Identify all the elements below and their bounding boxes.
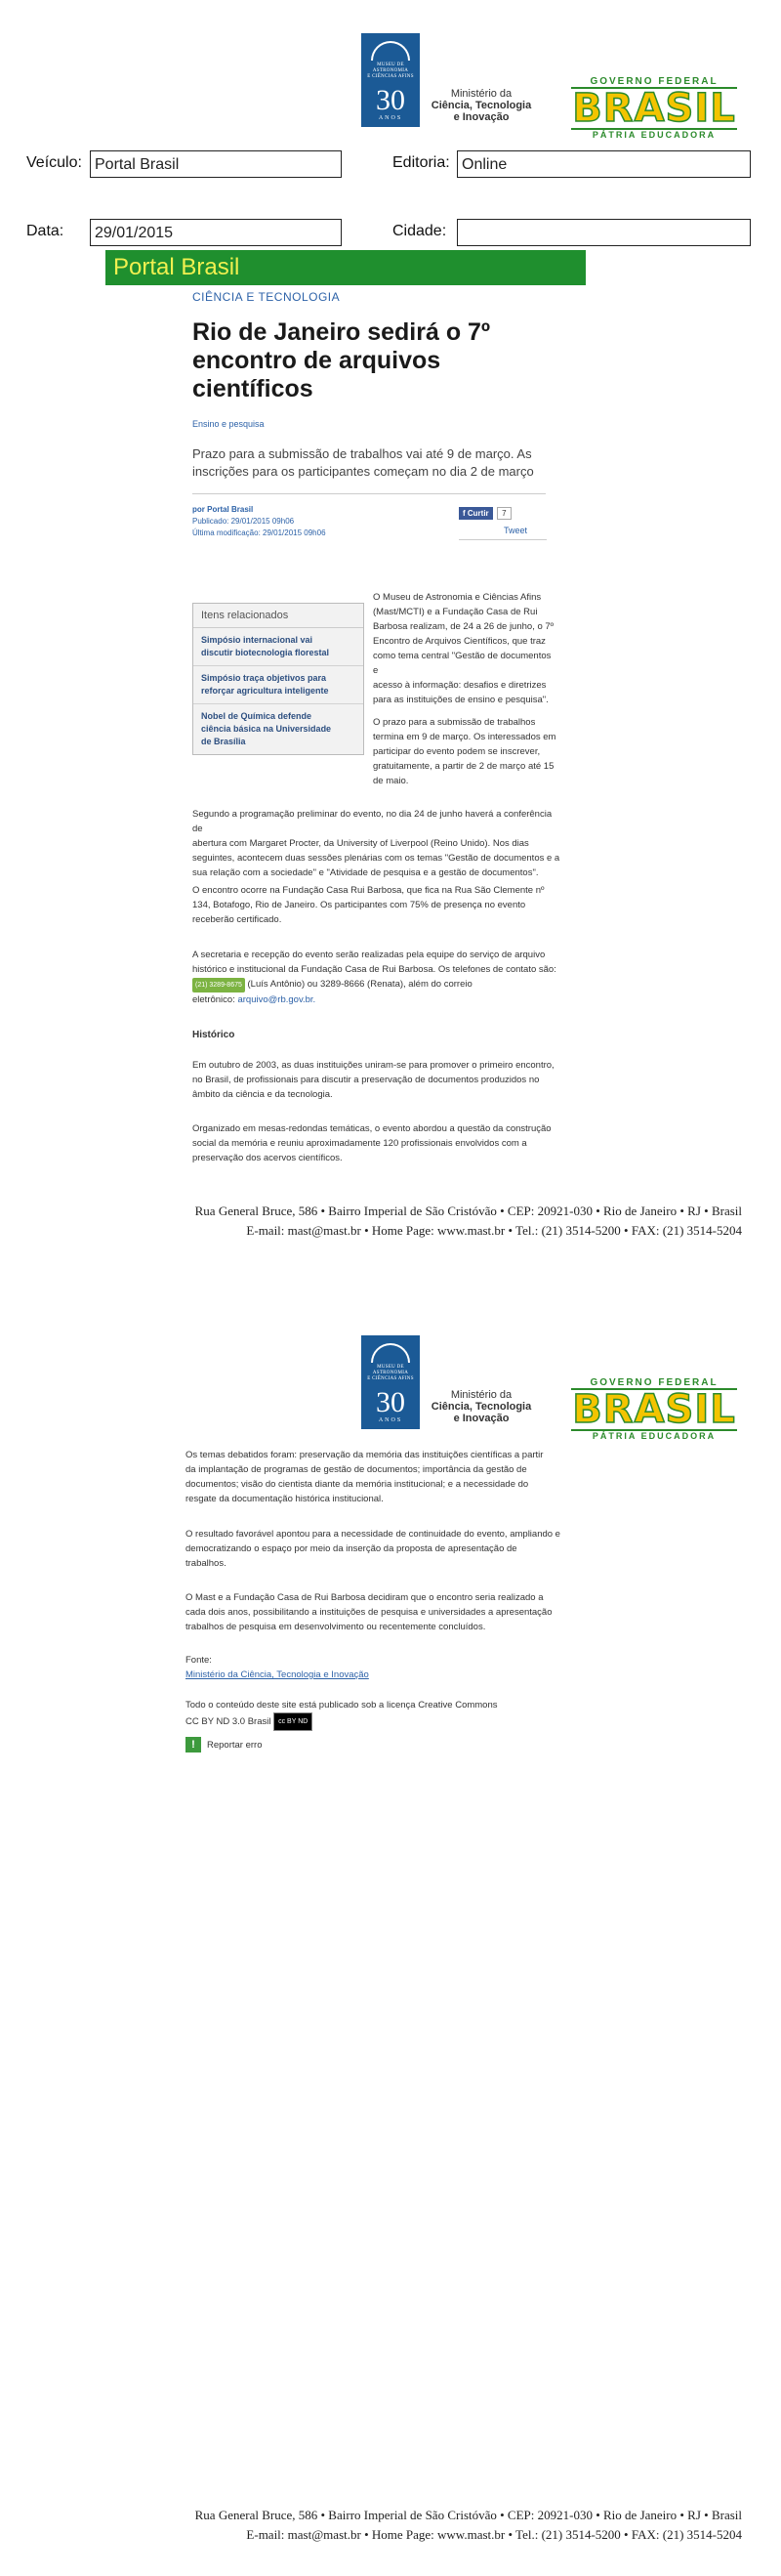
gov-brasil: BRASIL xyxy=(572,86,736,131)
article-title xyxy=(192,318,544,403)
like-count: 7 xyxy=(497,507,511,520)
text-line: no Brasil, de profissionais para discutir a preservação de documentos produzidos no xyxy=(192,1075,540,1085)
text-line: acesso à informação: desafios e diretrizes xyxy=(373,680,547,691)
related-item[interactable] xyxy=(193,666,363,704)
veiculo-label: Veículo: xyxy=(26,154,82,171)
logo-text: ASTRONOMIA xyxy=(372,1371,409,1375)
logo-text: MUSEU DE xyxy=(377,63,404,67)
title-line: encontro de arquivos xyxy=(192,347,441,374)
paragraph-10 xyxy=(185,1590,566,1634)
category-label[interactable]: CIÊNCIA E TECNOLOGIA xyxy=(192,290,341,304)
report-label: Reportar erro xyxy=(207,1739,263,1751)
published-date: Publicado: 29/01/2015 09h06 xyxy=(192,517,295,526)
logo-text: MUSEU DE xyxy=(377,1365,404,1370)
text-line: receberão certificado. xyxy=(192,914,282,925)
text-line: Os temas debatidos foram: preservação da memória das instituições científicas a partir xyxy=(185,1450,544,1460)
data-label: Data: xyxy=(26,223,64,239)
tweet-button[interactable]: Tweet xyxy=(504,526,528,535)
text-line: Em outubro de 2003, as duas instituições uniram-se para promover o primeiro encontro, xyxy=(192,1060,555,1071)
cidade-field[interactable] xyxy=(457,219,751,246)
editoria-label: Editoria: xyxy=(392,154,450,171)
paragraph-7 xyxy=(192,1121,563,1165)
ministerio-logo xyxy=(428,88,535,123)
like-label: Curtir xyxy=(467,509,489,518)
text-line: trabalhos. xyxy=(185,1558,226,1569)
text-line: histórico e institucional da Fundação Casa de Rui Barbosa. Os telefones de contato são: xyxy=(192,964,556,975)
ministerio-logo xyxy=(428,1389,535,1424)
title-line: científicos xyxy=(192,375,313,402)
phone-chip[interactable]: (21) 3289-8675 xyxy=(192,978,245,992)
portal-brasil-banner: Portal Brasil xyxy=(105,250,586,285)
report-error[interactable] xyxy=(185,1737,263,1753)
text-line: abertura com Margaret Procter, da University of Liverpool (Reino Unido). Nos dias xyxy=(192,838,529,849)
related-line: discutir biotecnologia florestal xyxy=(201,648,330,657)
divider xyxy=(192,493,546,494)
historico-title: Histórico xyxy=(192,1030,235,1040)
editoria-field[interactable]: Online xyxy=(457,150,751,178)
title-line: Rio de Janeiro sedirá o 7º xyxy=(192,318,491,346)
cidade-label: Cidade: xyxy=(392,223,447,239)
paragraph-1 xyxy=(373,590,558,707)
footer-contact: E-mail: mast@mast.br • Home Page: www.mast.br • Tel.: (21) 3514-5200 • FAX: (21) 3514-5204 xyxy=(246,1223,742,1238)
ministerio-line: Ministério da xyxy=(450,88,513,100)
text-line: O prazo para a submissão de trabalhos xyxy=(373,717,536,728)
related-line: Simpósio internacional vai xyxy=(201,635,313,645)
phone-tail: (Luís Antônio) ou 3289-8666 (Renata), além do correio xyxy=(244,979,473,990)
related-items-box xyxy=(192,603,364,755)
ministerio-line: Ciência, Tecnologia xyxy=(431,100,532,111)
divider xyxy=(459,539,547,540)
modified-date: Última modificação: 29/01/2015 09h06 xyxy=(192,528,326,537)
tag-link[interactable]: Ensino e pesquisa xyxy=(192,419,265,429)
mast-30-anos-logo xyxy=(361,33,420,127)
text-line: social da memória e reuniu aproximadamente 120 profissionais envolvidos com a xyxy=(192,1138,527,1149)
paragraph-5 xyxy=(192,948,563,1007)
related-line: ciência básica na Universidade xyxy=(201,724,332,734)
text-line: sua relação com a sociedade" e "Atividade de pesquisa e a gestão de documentos". xyxy=(192,867,539,878)
text-line: democratizando o espaço por meio da inserção da proposta de apresentação de xyxy=(185,1543,517,1554)
text-line: A secretaria e recepção do evento serão realizadas pela equipe do serviço de arquivo xyxy=(192,950,546,960)
email-label: eletrônico: xyxy=(192,994,238,1005)
report-icon: ! xyxy=(185,1737,201,1753)
text-line: Barbosa realizam, de 24 a 26 de junho, o 7º xyxy=(373,621,555,632)
logo-number: 30 xyxy=(376,1386,405,1418)
text-line: O Mast e a Fundação Casa de Rui Barbosa decidiram que o encontro seria realizado a xyxy=(185,1592,544,1603)
license-block xyxy=(185,1698,498,1731)
text-line xyxy=(192,992,563,1007)
paragraph-8 xyxy=(185,1448,566,1506)
text-line: documentos; visão do cientista diante da memória institucional; e a necessidade do xyxy=(185,1479,529,1490)
text-line: 134, Botafogo, Rio de Janeiro. Os participantes com 75% de presença no evento xyxy=(192,900,526,910)
text-line: para as instituições de ensino e pesquisa". xyxy=(373,695,549,705)
text-line: (Mast/MCTI) e a Fundação Casa de Rui xyxy=(373,607,538,617)
text-line: cada dois anos, possibilitando a instituições de pesquisa e universidades a apresentação xyxy=(185,1607,553,1618)
facebook-like-button[interactable]: f Curtir xyxy=(459,507,493,520)
gov-bottom: PÁTRIA EDUCADORA xyxy=(571,128,737,140)
logo-anos: ANOS xyxy=(378,115,403,121)
related-line: reforçar agricultura inteligente xyxy=(201,686,329,696)
gov-top: GOVERNO FEDERAL xyxy=(571,1377,737,1390)
related-title: Itens relacionados xyxy=(193,604,363,628)
related-line: de Brasília xyxy=(201,737,246,746)
fonte-link[interactable]: Ministério da Ciência, Tecnologia e Inovação xyxy=(185,1669,369,1680)
ministerio-line: e Inovação xyxy=(453,1413,510,1424)
paragraph-9 xyxy=(185,1527,566,1571)
text-line: gratuitamente, a partir de 2 de março até 15 xyxy=(373,761,555,772)
footer-address: Rua General Bruce, 586 • Bairro Imperial de São Cristóvão • CEP: 20921-030 • Rio de Janeiro • RJ • Brasil xyxy=(194,1204,742,1218)
paragraph-2 xyxy=(373,715,558,788)
creative-commons-icon[interactable]: cc BY ND xyxy=(273,1712,312,1731)
license-name: CC BY ND 3.0 Brasil xyxy=(185,1716,271,1728)
text-line: Organizado em mesas-redondas temáticas, o evento abordou a questão da construção xyxy=(192,1123,552,1134)
related-item[interactable] xyxy=(193,628,363,666)
text-line: da implantação de programas de gestão de documentos; importância da gestão de xyxy=(185,1464,527,1475)
text-line: resgate da documentação histórica institucional. xyxy=(185,1494,384,1504)
text-line: preservação dos acervos científicos. xyxy=(192,1153,343,1163)
license-line xyxy=(185,1712,498,1731)
related-line: Simpósio traça objetivos para xyxy=(201,673,327,683)
governo-federal-logo xyxy=(571,76,737,140)
subtitle-line: Prazo para a submissão de trabalhos vai até 9 de março. As xyxy=(192,446,532,461)
footer-contact: E-mail: mast@mast.br • Home Page: www.mast.br • Tel.: (21) 3514-5200 • FAX: (21) 3514-5204 xyxy=(246,2527,742,2542)
logo-number: 30 xyxy=(376,84,405,116)
license-text: Todo o conteúdo deste site está publicado sob a licença Creative Commons xyxy=(185,1700,498,1710)
text-line xyxy=(192,977,563,992)
ministerio-line: Ministério da xyxy=(450,1389,513,1401)
article-meta xyxy=(192,504,326,539)
governo-federal-logo xyxy=(571,1377,737,1441)
related-item[interactable] xyxy=(193,704,363,754)
fonte-label: Fonte: xyxy=(185,1655,212,1666)
data-field[interactable]: 29/01/2015 xyxy=(90,219,342,246)
logo-text: ASTRONOMIA xyxy=(372,68,409,73)
mast-30-anos-logo xyxy=(361,1335,420,1429)
author[interactable]: por Portal Brasil xyxy=(192,505,254,514)
text-line: trabalhos de pesquisa em desenvolvimento ou recentemente concluídos. xyxy=(185,1622,486,1632)
veiculo-field[interactable]: Portal Brasil xyxy=(90,150,342,178)
text-line: participar do evento podem se inscrever, xyxy=(373,746,541,757)
text-line: Segundo a programação preliminar do evento, no dia 24 de junho haverá a conferência de xyxy=(192,809,553,834)
share-widget xyxy=(459,503,512,521)
ministerio-line: e Inovação xyxy=(453,111,510,123)
logo-anos: ANOS xyxy=(378,1417,403,1423)
dome-icon xyxy=(371,1343,410,1363)
footer-address: Rua General Bruce, 586 • Bairro Imperial de São Cristóvão • CEP: 20921-030 • Rio de Janeiro • RJ • Brasil xyxy=(194,2508,742,2522)
gov-bottom: PÁTRIA EDUCADORA xyxy=(571,1429,737,1441)
gov-brasil: BRASIL xyxy=(572,1387,736,1432)
text-line: O resultado favorável apontou para a necessidade de continuidade do evento, ampliando e xyxy=(185,1529,560,1540)
related-line: Nobel de Química defende xyxy=(201,711,312,721)
paragraph-4 xyxy=(192,883,563,927)
text-line: âmbito da ciência e da tecnologia. xyxy=(192,1089,333,1100)
logo-text: E CIÊNCIAS AFINS xyxy=(367,74,414,79)
paragraph-3 xyxy=(192,807,563,880)
text-line: O encontro ocorre na Fundação Casa Rui Barbosa, que fica na Rua São Clemente nº xyxy=(192,885,545,896)
ministerio-line: Ciência, Tecnologia xyxy=(431,1401,532,1413)
text-line: O Museu de Astronomia e Ciências Afins xyxy=(373,592,542,603)
text-line: como tema central "Gestão de documentos e xyxy=(373,651,552,676)
fonte-block xyxy=(185,1653,369,1682)
gov-top: GOVERNO FEDERAL xyxy=(571,76,737,89)
dome-icon xyxy=(371,41,410,61)
text-line: seguintes, acontecem duas sessões plenárias com os temas "Gestão de documentos e a xyxy=(192,853,560,864)
article-subtitle xyxy=(192,445,554,481)
subtitle-line: inscrições para os participantes começam no dia 2 de março xyxy=(192,464,534,479)
paragraph-6 xyxy=(192,1058,563,1102)
text-line: de maio. xyxy=(373,776,409,786)
email-link[interactable]: arquivo@rb.gov.br. xyxy=(237,994,316,1005)
logo-text: E CIÊNCIAS AFINS xyxy=(367,1376,414,1381)
text-line: termina em 9 de março. Os interessados em xyxy=(373,732,556,742)
text-line: Encontro de Arquivos Científicos, que traz xyxy=(373,636,546,647)
